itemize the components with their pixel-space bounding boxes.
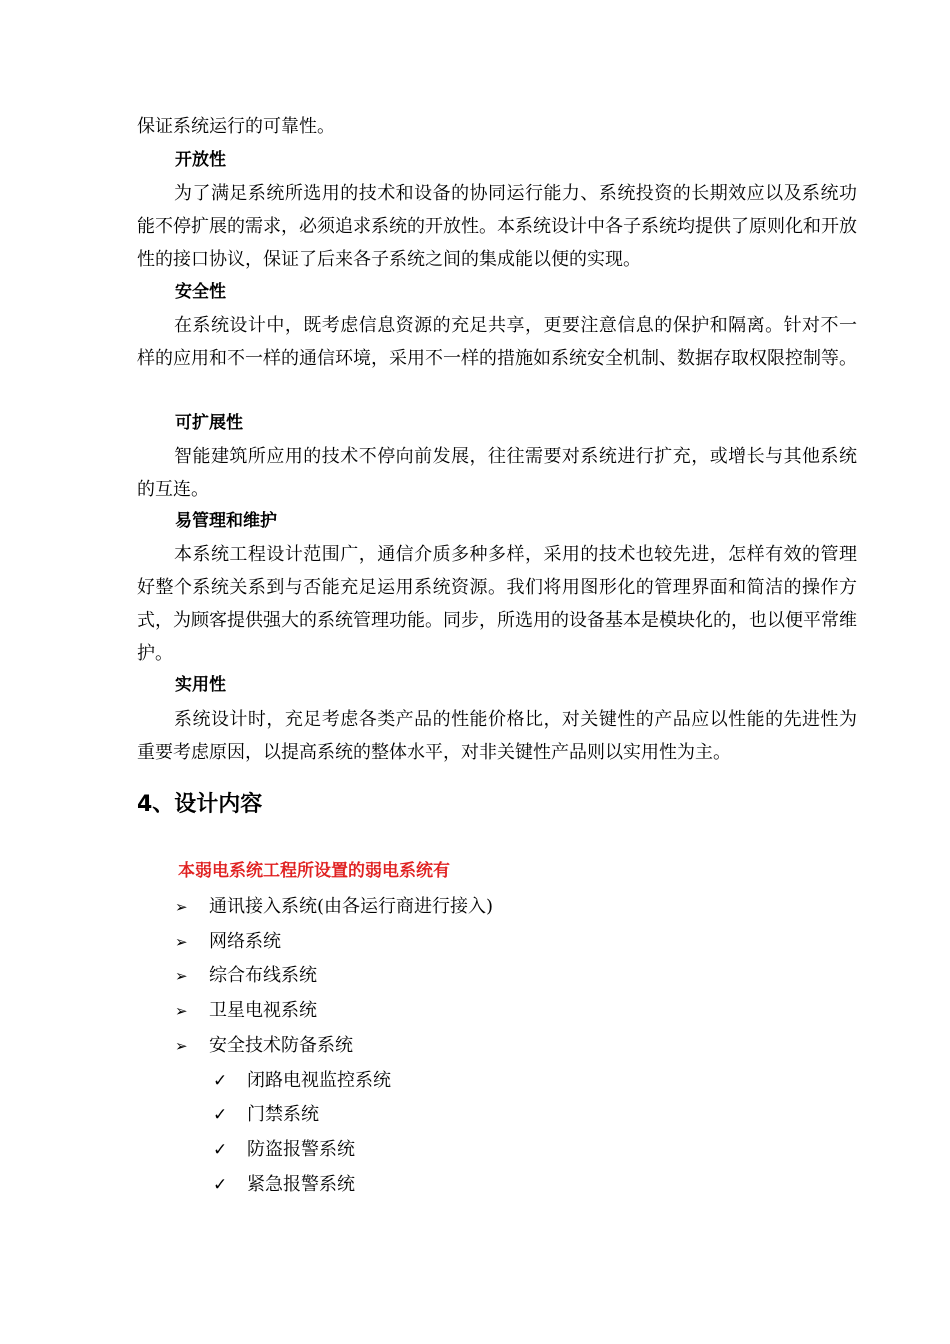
section-heading-maintainability: 易管理和维护 (175, 511, 277, 531)
list-item-text: 卫星电视系统 (209, 1000, 317, 1021)
intro-line: 保证系统运行的可靠性。 (137, 116, 335, 137)
list-item (175, 1033, 353, 1059)
checkmark-icon: ✓ (213, 1140, 228, 1160)
sub-list-item-text: 门禁系统 (247, 1104, 319, 1125)
section-heading-practicality: 实用性 (175, 675, 226, 695)
list-item-text: 通讯接入系统(由各运行商进行接入) (209, 896, 494, 917)
arrow-bullet-icon: ➢ (175, 1002, 188, 1020)
section-body-openness: 为了满足系统所选用的技术和设备的协同运行能力、系统投资的长期效应以及系统功能不停扩展的需求，必须追求系统的开放性。本系统设计中各子系统均提供了原则化和开放性的接口协议，保证了后来各子系统之间的集成能以便的实现。 (137, 183, 857, 270)
list-item-text: 综合布线系统 (209, 965, 317, 986)
sub-list-item (213, 1172, 355, 1198)
list-item-text: 网络系统 (209, 931, 281, 952)
sub-list-item-text: 闭路电视监控系统 (247, 1070, 391, 1091)
list-item (175, 998, 317, 1024)
sub-list-item-text: 防盗报警系统 (247, 1139, 355, 1160)
arrow-bullet-icon: ➢ (175, 1037, 188, 1055)
section-heading-security: 安全性 (175, 282, 226, 302)
section-heading-scalability: 可扩展性 (175, 413, 243, 433)
arrow-bullet-icon: ➢ (175, 898, 188, 916)
list-item (175, 929, 281, 955)
checkmark-icon: ✓ (213, 1105, 228, 1125)
section-body-practicality: 系统设计时，充足考虑各类产品的性能价格比，对关键性的产品应以性能的先进性为重要考虑原因，以提高系统的整体水平，对非关键性产品则以实用性为主。 (137, 709, 857, 763)
arrow-bullet-icon: ➢ (175, 967, 188, 985)
checkmark-icon: ✓ (213, 1071, 228, 1091)
section-body-security: 在系统设计中，既考虑信息资源的充足共享，更要注意信息的保护和隔离。针对不一样的应用和不一样的通信环境，采用不一样的措施如系统安全机制、数据存取权限控制等。 (137, 315, 857, 369)
sub-list-item (213, 1137, 355, 1163)
checkmark-icon: ✓ (213, 1175, 228, 1195)
section-body-maintainability: 本系统工程设计范围广，通信介质多种多样，采用的技术也较先进，怎样有效的管理好整个系统关系到与否能充足运用系统资源。我们将用图形化的管理界面和简洁的操作方式，为顾客提供强大的系统管理功能。同步，所选用的设备基本是模块化的，也以便平常维护。 (137, 544, 857, 664)
sub-list-item-text: 紧急报警系统 (247, 1174, 355, 1195)
list-item (175, 963, 317, 989)
subsection-heading: 本弱电系统工程所设置的弱电系统有 (178, 861, 450, 881)
sub-list-item (213, 1102, 319, 1128)
section-heading-openness: 开放性 (175, 150, 226, 170)
section-body-scalability: 智能建筑所应用的技术不停向前发展，往往需要对系统进行扩充，或增长与其他系统的互连。 (137, 446, 857, 500)
arrow-bullet-icon: ➢ (175, 933, 188, 951)
list-item (175, 894, 493, 920)
section-title: 4、设计内容 (137, 792, 263, 817)
sub-list-item (213, 1068, 391, 1094)
list-item-text: 安全技术防备系统 (209, 1035, 353, 1056)
